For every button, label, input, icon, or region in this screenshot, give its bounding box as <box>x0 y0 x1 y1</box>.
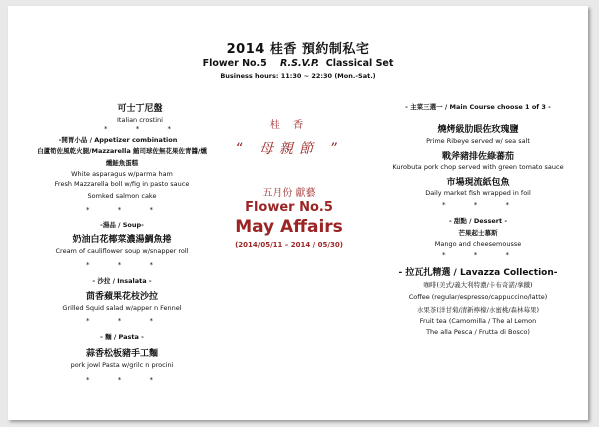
main-3-en: Daily market fish wrapped in foil <box>425 189 531 197</box>
main-1-en: Prime Ribeye served w/ sea salt <box>426 137 530 145</box>
dessert-zh: 芒果起士慕斯 <box>458 229 498 237</box>
salad-zh: 茴香蘋果花枝沙拉 <box>85 292 159 302</box>
coffee-en-3: The alla Pesca / Frutta di Bosco) <box>426 328 530 336</box>
may-affairs-title: May Affairs <box>235 217 343 237</box>
coffee-zh-1: 咖啡(美式/義大利特濃/卡布奇諾/拿鐵) <box>423 281 533 289</box>
soup-zh: 奶油白花椰菜濃湯鯛魚捲 <box>72 235 172 245</box>
center-flower-no5: Flower No.5 <box>245 200 333 215</box>
main-3-zh: 市場現流紙包魚 <box>446 178 510 188</box>
divider-stars: * * * <box>442 251 522 259</box>
pasta-en: pork jowl Pasta w/grilc n procini <box>70 361 174 369</box>
appetizer-zh: 白蘆筍佐風乾火腿/Mazzarella 鮪司球佐無花果佐青醬/燻 <box>37 147 207 155</box>
menu-page <box>8 6 588 420</box>
coffee-en-1: Coffee (regular/espresso/cappuccino/latte) <box>408 293 548 301</box>
divider-stars: * * * <box>104 125 184 133</box>
appetizer-en-2: Fresh Mazzarella boll w/fig in pasto sauce <box>54 180 190 188</box>
salad-en: Grilled Squid salad w/apper n Fennel <box>62 304 182 312</box>
pasta-zh: 蒜香松板豬手工麵 <box>85 349 159 359</box>
mothers-day-title: “ 母親節 ” <box>235 141 343 157</box>
starter-zh: 可士丁尼盤 <box>117 104 163 114</box>
coffee-en-2: Fruit tea (Camomilla / The al Lemon <box>419 317 537 325</box>
divider-stars: * * * <box>86 206 166 214</box>
dessert-en: Mango and cheesemousse <box>434 240 522 248</box>
dessert-heading: - 甜點 / Dessert - <box>448 217 508 225</box>
may-performance: 五月份 獻藝 <box>262 188 316 199</box>
appetizer-zh-2: 燻鮭魚蛋糕 <box>105 159 139 167</box>
menu-title: 2014 桂香 預約制私宅 <box>226 42 370 57</box>
main-course-heading: - 主菜三選一 / Main Course choose 1 of 3 - <box>405 103 551 111</box>
appetizer-en-1: White asparagus w/parma ham <box>71 170 173 178</box>
menu-subtitle <box>203 58 394 69</box>
divider-stars: * * * <box>442 201 522 209</box>
subtitle-flower: Flower No.5 <box>202 58 267 69</box>
coffee-zh-2: 水果茶(洋甘菊/清新檸檬/水蜜桃/森林莓果) <box>416 306 540 314</box>
main-2-zh: 戰斧豬排佐綠蕃茄 <box>441 152 515 162</box>
subtitle-set: Classical Set <box>325 58 394 69</box>
soup-heading: -湯品 / Soup- <box>100 221 144 229</box>
pasta-heading: - 麵 / Pasta - <box>100 333 144 341</box>
appetizer-en-3: Somked salmon cake <box>87 192 157 200</box>
appetizer-heading: -開胃小品 / Appetizer combination <box>58 136 178 144</box>
divider-stars: * * * <box>86 376 166 384</box>
promo-date-range: (2014/05/11 – 2014 / 05/30) <box>235 241 343 249</box>
soup-en: Cream of cauliflower soup w/snapper roll <box>55 247 189 255</box>
center-brand-zh: 桂 香 <box>269 120 309 131</box>
main-2-en: Kurobuta pork chop served with green tomato sauce <box>392 163 564 171</box>
divider-stars: * * * <box>86 317 166 325</box>
starter-en: Italian crostini <box>117 116 163 124</box>
coffee-heading: - 拉瓦扎精選 / Lavazza Collection- <box>398 268 558 278</box>
salad-heading: - 沙拉 / Insalata - <box>92 277 152 285</box>
main-1-zh: 燒烤級肋眼佐玫瑰鹽 <box>437 125 519 135</box>
subtitle-rsvp: R.S.V.P. <box>280 58 320 69</box>
divider-stars: * * * <box>86 261 166 269</box>
business-hours: Business hours: 11:30 ~ 22:30 (Mon.-Sat.) <box>220 72 376 80</box>
